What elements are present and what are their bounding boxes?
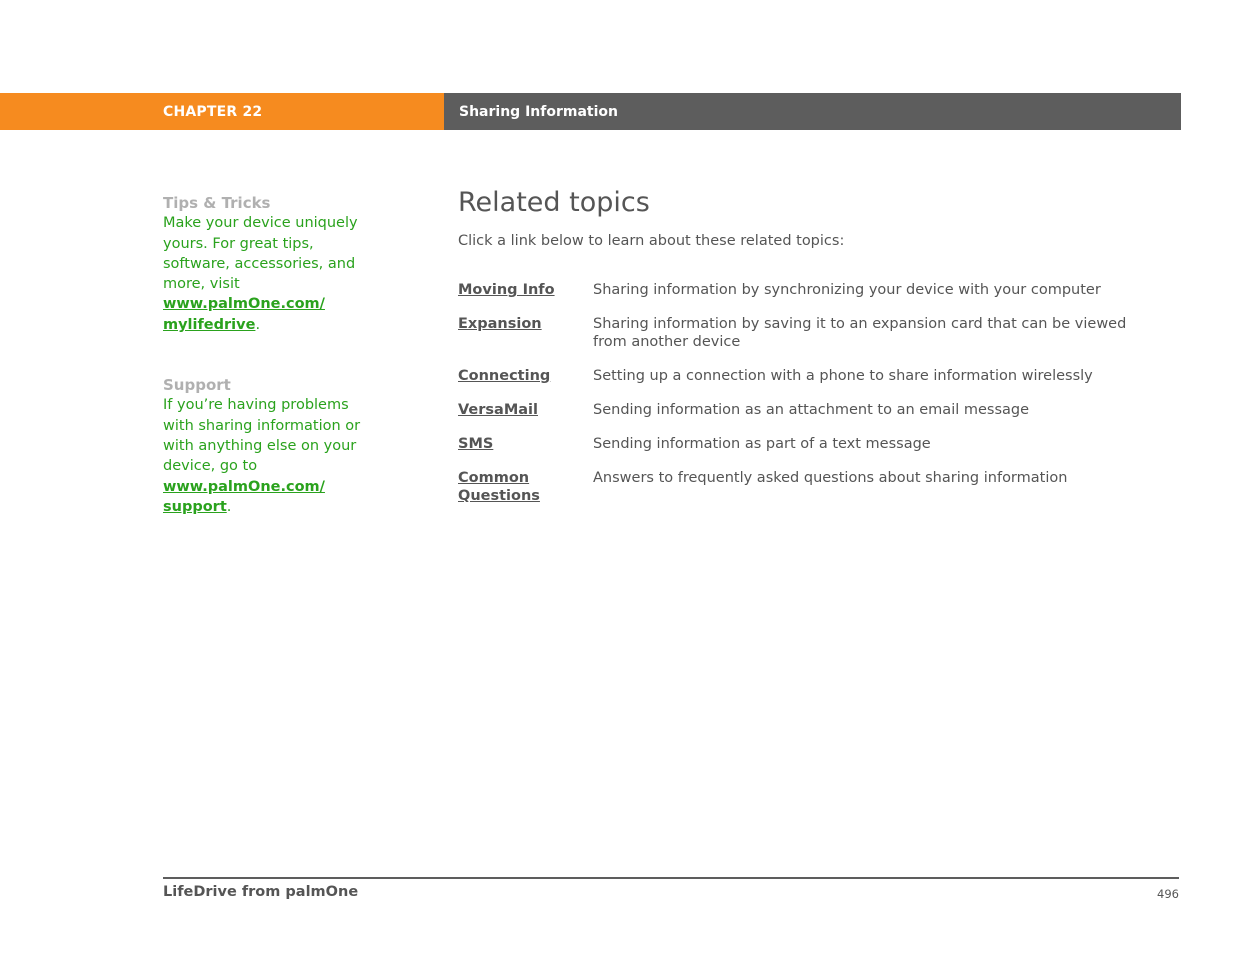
section-title: Sharing Information [459,104,618,120]
topic-link-connecting[interactable]: Connecting [458,368,551,384]
topic-description: Answers to frequently asked questions about sharing information [593,470,1068,486]
topic-row [458,315,1158,351]
topic-row [458,469,1158,505]
topic-link-line1: Common [458,470,530,486]
footer-divider [163,877,1179,879]
topic-description: Sharing information by saving it to an expansion card that can be viewed from another device [593,316,1127,350]
topic-link-sms[interactable]: SMS [458,436,494,452]
support-heading: Support [163,376,231,395]
chapter-label: CHAPTER 22 [163,104,263,120]
tips-text [163,213,383,335]
tips-suffix: . [255,316,261,333]
topic-description: Sending information as part of a text message [593,436,931,452]
topic-link-expansion[interactable]: Expansion [458,316,542,332]
topic-row [458,435,1158,453]
support-block [163,375,383,517]
main-content [458,184,1158,250]
page-number: 496 [1157,887,1179,901]
tips-block [163,193,383,335]
intro-text: Click a link below to learn about these related topics: [458,233,845,249]
topic-link-common-questions[interactable] [458,469,593,505]
sidebar [163,193,383,517]
support-body: If you’re having problems with sharing information or with anything else on your device, go to [163,397,361,475]
topic-description: Sharing information by synchronizing your device with your computer [593,282,1101,298]
tips-link[interactable] [163,296,325,332]
tips-link-line1: www.palmOne.com/ [163,296,325,313]
topic-link-line2: Questions [458,488,540,504]
support-text [163,395,383,517]
tips-heading: Tips & Tricks [163,194,271,212]
support-link-line2: support [163,498,227,515]
support-link-line1: www.palmOne.com/ [163,478,325,495]
topic-row [458,401,1158,419]
related-topics-table [458,281,1158,521]
topic-description: Setting up a connection with a phone to share information wirelessly [593,368,1093,384]
topic-row [458,281,1158,299]
support-suffix: . [226,498,232,515]
topic-link-moving-info[interactable]: Moving Info [458,282,555,298]
footer-title: LifeDrive from palmOne [163,884,359,900]
topic-link-versamail[interactable]: VersaMail [458,402,538,418]
topic-row [458,367,1158,385]
support-link[interactable] [163,479,325,515]
page-title: Related topics [458,187,650,218]
tips-body: Make your device uniquely yours. For great tips, software, accessories, and more, visit [163,215,358,293]
tips-link-line2: mylifedrive [163,316,256,333]
topic-description: Sending information as an attachment to an email message [593,402,1030,418]
